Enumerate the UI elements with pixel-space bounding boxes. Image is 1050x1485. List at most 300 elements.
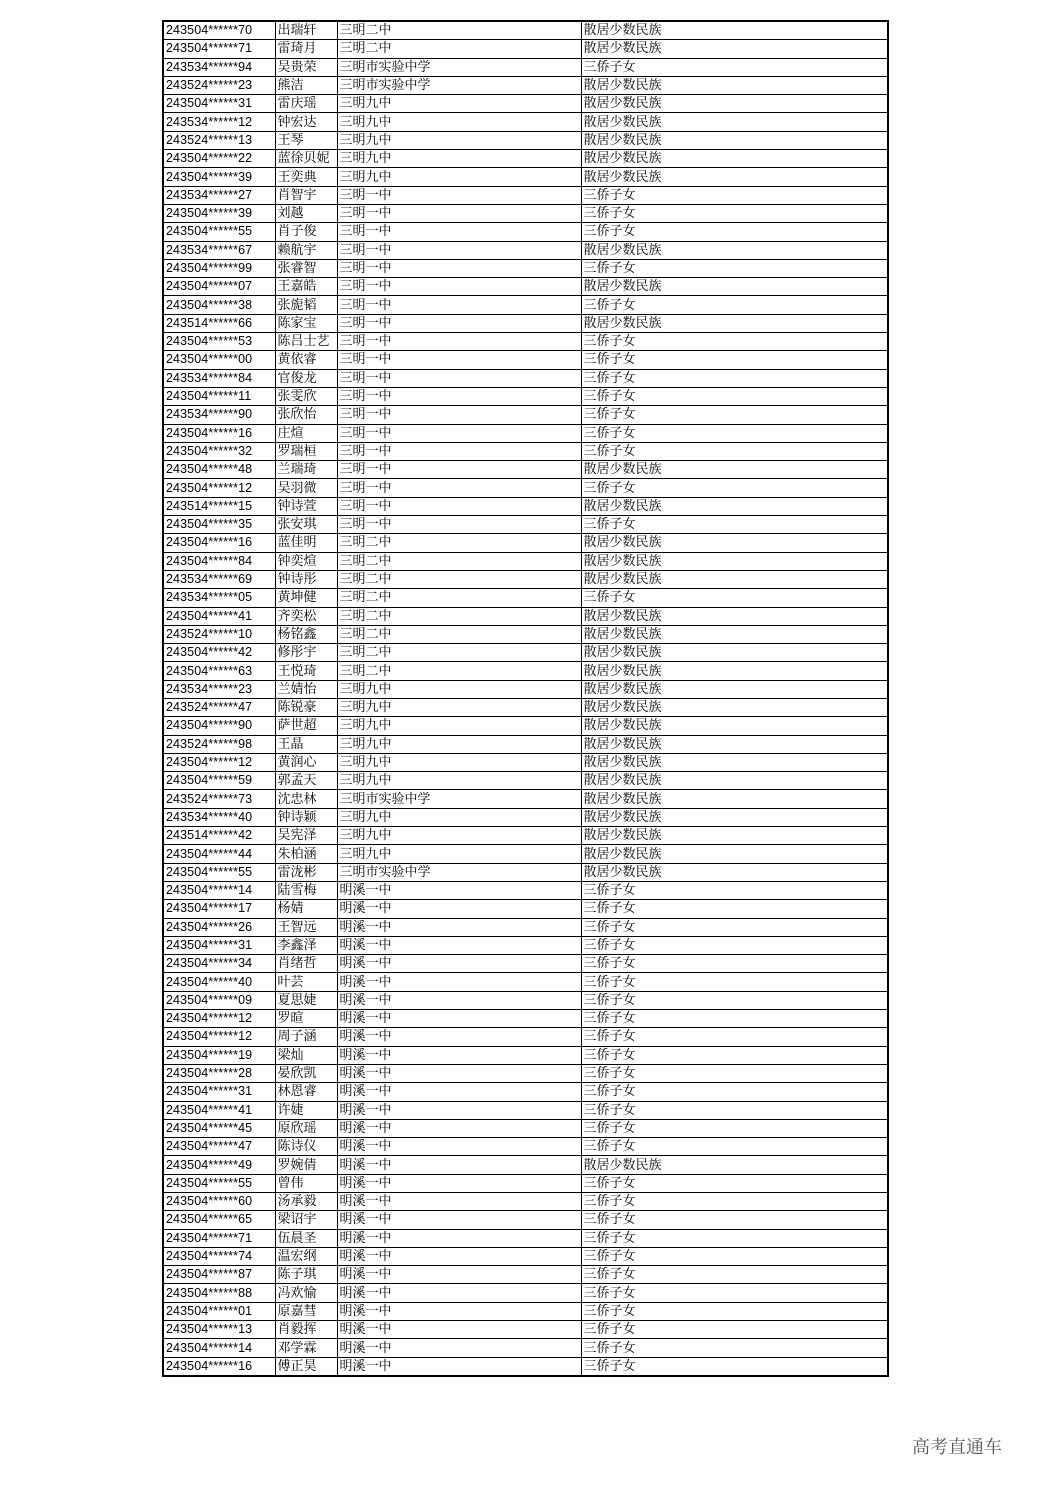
table-row (163, 808, 888, 826)
table-row (163, 1193, 888, 1211)
school-cell: 明溪一中 (337, 1193, 581, 1211)
table-row (163, 735, 888, 753)
candidate-id-cell: 243504******45 (163, 1119, 275, 1137)
school-cell: 明溪一中 (337, 900, 581, 918)
category-cell: 三侨子女 (581, 1357, 888, 1376)
student-name-cell: 吴羽微 (275, 479, 337, 497)
school-cell: 三明一中 (337, 241, 581, 259)
category-cell: 散居少数民族 (581, 314, 888, 332)
candidate-id-cell: 243504******16 (163, 424, 275, 442)
student-name-cell: 肖智宇 (275, 186, 337, 204)
category-cell: 散居少数民族 (581, 717, 888, 735)
category-cell: 三侨子女 (581, 204, 888, 222)
candidate-id-cell: 243504******99 (163, 259, 275, 277)
table-row (163, 479, 888, 497)
candidate-id-cell: 243524******23 (163, 76, 275, 94)
student-name-cell: 冯欢愉 (275, 1284, 337, 1302)
roster-body (163, 21, 888, 1376)
student-name-cell: 修彤宇 (275, 644, 337, 662)
table-row (163, 95, 888, 113)
school-cell: 三明一中 (337, 406, 581, 424)
category-cell: 散居少数民族 (581, 95, 888, 113)
table-row (163, 387, 888, 405)
school-cell: 明溪一中 (337, 1284, 581, 1302)
school-cell: 明溪一中 (337, 1339, 581, 1357)
candidate-id-cell: 243504******55 (163, 223, 275, 241)
candidate-id-cell: 243504******12 (163, 479, 275, 497)
school-cell: 三明二中 (337, 21, 581, 40)
category-cell: 三侨子女 (581, 1193, 888, 1211)
student-name-cell: 肖子俊 (275, 223, 337, 241)
table-row (163, 662, 888, 680)
table-row (163, 351, 888, 369)
table-row (163, 1266, 888, 1284)
category-cell: 散居少数民族 (581, 497, 888, 515)
table-row (163, 1321, 888, 1339)
category-cell: 三侨子女 (581, 296, 888, 314)
school-cell: 明溪一中 (337, 1064, 581, 1082)
table-row (163, 1229, 888, 1247)
school-cell: 三明一中 (337, 369, 581, 387)
student-name-cell: 钟诗彤 (275, 570, 337, 588)
category-cell: 三侨子女 (581, 259, 888, 277)
category-cell: 三侨子女 (581, 955, 888, 973)
category-cell: 散居少数民族 (581, 552, 888, 570)
category-cell: 散居少数民族 (581, 278, 888, 296)
candidate-id-cell: 243534******27 (163, 186, 275, 204)
candidate-id-cell: 243504******63 (163, 662, 275, 680)
student-name-cell: 庄煊 (275, 424, 337, 442)
school-cell: 三明一中 (337, 479, 581, 497)
school-cell: 三明九中 (337, 808, 581, 826)
school-cell: 明溪一中 (337, 1266, 581, 1284)
school-cell: 三明一中 (337, 351, 581, 369)
school-cell: 三明市实验中学 (337, 58, 581, 76)
student-name-cell: 蓝佳明 (275, 534, 337, 552)
candidate-id-cell: 243534******40 (163, 808, 275, 826)
school-cell: 三明一中 (337, 387, 581, 405)
student-name-cell: 兰瑞琦 (275, 461, 337, 479)
table-row (163, 772, 888, 790)
category-cell: 三侨子女 (581, 351, 888, 369)
school-cell: 三明一中 (337, 442, 581, 460)
school-cell: 明溪一中 (337, 1083, 581, 1101)
school-cell: 明溪一中 (337, 1010, 581, 1028)
table-row (163, 259, 888, 277)
student-name-cell: 王嘉皓 (275, 278, 337, 296)
student-name-cell: 李鑫泽 (275, 936, 337, 954)
student-name-cell: 钟奕煊 (275, 552, 337, 570)
school-cell: 明溪一中 (337, 1302, 581, 1320)
category-cell: 散居少数民族 (581, 1156, 888, 1174)
student-name-cell: 赖航宇 (275, 241, 337, 259)
school-cell: 三明九中 (337, 735, 581, 753)
table-row (163, 516, 888, 534)
student-name-cell: 曾伟 (275, 1174, 337, 1192)
candidate-id-cell: 243504******39 (163, 168, 275, 186)
school-cell: 明溪一中 (337, 1046, 581, 1064)
candidate-id-cell: 243504******65 (163, 1211, 275, 1229)
school-cell: 三明九中 (337, 845, 581, 863)
school-cell: 明溪一中 (337, 973, 581, 991)
student-name-cell: 雷庆瑶 (275, 95, 337, 113)
category-cell: 三侨子女 (581, 1266, 888, 1284)
table-row (163, 223, 888, 241)
candidate-id-cell: 243504******07 (163, 278, 275, 296)
table-row (163, 1357, 888, 1376)
category-cell: 散居少数民族 (581, 607, 888, 625)
candidate-id-cell: 243504******70 (163, 21, 275, 40)
table-row (163, 1284, 888, 1302)
category-cell: 三侨子女 (581, 1229, 888, 1247)
table-row (163, 607, 888, 625)
school-cell: 三明一中 (337, 497, 581, 515)
table-row (163, 991, 888, 1009)
category-cell: 三侨子女 (581, 1028, 888, 1046)
candidate-id-cell: 243534******94 (163, 58, 275, 76)
school-cell: 明溪一中 (337, 881, 581, 899)
roster-table (162, 20, 889, 1377)
student-name-cell: 林恩睿 (275, 1083, 337, 1101)
table-row (163, 278, 888, 296)
student-name-cell: 陈锐豪 (275, 698, 337, 716)
table-row (163, 1046, 888, 1064)
school-cell: 三明九中 (337, 113, 581, 131)
category-cell: 三侨子女 (581, 1321, 888, 1339)
candidate-id-cell: 243504******32 (163, 442, 275, 460)
school-cell: 明溪一中 (337, 991, 581, 1009)
category-cell: 三侨子女 (581, 479, 888, 497)
candidate-id-cell: 243514******42 (163, 827, 275, 845)
school-cell: 三明一中 (337, 223, 581, 241)
candidate-id-cell: 243504******59 (163, 772, 275, 790)
candidate-id-cell: 243504******22 (163, 150, 275, 168)
table-row (163, 570, 888, 588)
table-row (163, 131, 888, 149)
category-cell: 三侨子女 (581, 369, 888, 387)
school-cell: 明溪一中 (337, 1028, 581, 1046)
candidate-id-cell: 243504******48 (163, 461, 275, 479)
student-name-cell: 陈家宝 (275, 314, 337, 332)
school-cell: 明溪一中 (337, 1119, 581, 1137)
school-cell: 三明市实验中学 (337, 863, 581, 881)
table-row (163, 442, 888, 460)
candidate-id-cell: 243504******26 (163, 918, 275, 936)
category-cell: 散居少数民族 (581, 808, 888, 826)
table-row (163, 1174, 888, 1192)
student-name-cell: 兰婧怡 (275, 680, 337, 698)
category-cell: 散居少数民族 (581, 113, 888, 131)
candidate-id-cell: 243504******55 (163, 863, 275, 881)
school-cell: 三明一中 (337, 259, 581, 277)
school-cell: 三明九中 (337, 753, 581, 771)
school-cell: 三明二中 (337, 644, 581, 662)
candidate-id-cell: 243504******71 (163, 1229, 275, 1247)
category-cell: 散居少数民族 (581, 827, 888, 845)
candidate-id-cell: 243504******14 (163, 1339, 275, 1357)
school-cell: 三明九中 (337, 698, 581, 716)
candidate-id-cell: 243504******01 (163, 1302, 275, 1320)
school-cell: 三明一中 (337, 186, 581, 204)
table-row (163, 918, 888, 936)
candidate-id-cell: 243504******12 (163, 1010, 275, 1028)
student-name-cell: 肖毅挥 (275, 1321, 337, 1339)
table-row (163, 406, 888, 424)
student-name-cell: 夏思婕 (275, 991, 337, 1009)
candidate-id-cell: 243524******10 (163, 625, 275, 643)
table-row (163, 827, 888, 845)
category-cell: 三侨子女 (581, 936, 888, 954)
category-cell: 三侨子女 (581, 973, 888, 991)
candidate-id-cell: 243504******16 (163, 534, 275, 552)
school-cell: 三明一中 (337, 516, 581, 534)
student-name-cell: 吴宪泽 (275, 827, 337, 845)
candidate-id-cell: 243504******34 (163, 955, 275, 973)
table-row (163, 150, 888, 168)
category-cell: 三侨子女 (581, 881, 888, 899)
table-row (163, 644, 888, 662)
school-cell: 明溪一中 (337, 1247, 581, 1265)
student-name-cell: 邓学霖 (275, 1339, 337, 1357)
table-row (163, 186, 888, 204)
candidate-id-cell: 243504******12 (163, 753, 275, 771)
school-cell: 三明二中 (337, 625, 581, 643)
candidate-id-cell: 243524******98 (163, 735, 275, 753)
category-cell: 三侨子女 (581, 1211, 888, 1229)
student-name-cell: 汤承毅 (275, 1193, 337, 1211)
category-cell: 三侨子女 (581, 1119, 888, 1137)
table-row (163, 241, 888, 259)
student-name-cell: 黄坤健 (275, 589, 337, 607)
category-cell: 三侨子女 (581, 406, 888, 424)
category-cell: 三侨子女 (581, 900, 888, 918)
student-name-cell: 熊洁 (275, 76, 337, 94)
candidate-id-cell: 243504******90 (163, 717, 275, 735)
student-name-cell: 张旎韬 (275, 296, 337, 314)
table-row (163, 900, 888, 918)
school-cell: 三明一中 (337, 314, 581, 332)
candidate-id-cell: 243504******60 (163, 1193, 275, 1211)
school-cell: 明溪一中 (337, 918, 581, 936)
candidate-id-cell: 243504******28 (163, 1064, 275, 1082)
table-row (163, 497, 888, 515)
student-name-cell: 杨婧 (275, 900, 337, 918)
category-cell: 散居少数民族 (581, 753, 888, 771)
table-row (163, 1247, 888, 1265)
candidate-id-cell: 243504******31 (163, 936, 275, 954)
student-name-cell: 罗婉倩 (275, 1156, 337, 1174)
candidate-id-cell: 243504******53 (163, 333, 275, 351)
table-row (163, 1119, 888, 1137)
student-name-cell: 王智远 (275, 918, 337, 936)
student-name-cell: 罗瑞桓 (275, 442, 337, 460)
candidate-id-cell: 243534******12 (163, 113, 275, 131)
student-name-cell: 肖绪哲 (275, 955, 337, 973)
student-name-cell: 朱柏涵 (275, 845, 337, 863)
school-cell: 三明二中 (337, 589, 581, 607)
school-cell: 三明二中 (337, 534, 581, 552)
school-cell: 三明二中 (337, 40, 581, 58)
category-cell: 三侨子女 (581, 918, 888, 936)
candidate-id-cell: 243504******40 (163, 973, 275, 991)
candidate-id-cell: 243504******17 (163, 900, 275, 918)
school-cell: 三明二中 (337, 607, 581, 625)
school-cell: 明溪一中 (337, 1174, 581, 1192)
student-name-cell: 张安琪 (275, 516, 337, 534)
school-cell: 三明九中 (337, 772, 581, 790)
candidate-id-cell: 243534******67 (163, 241, 275, 259)
student-name-cell: 钟诗萱 (275, 497, 337, 515)
category-cell: 散居少数民族 (581, 21, 888, 40)
school-cell: 明溪一中 (337, 1357, 581, 1376)
candidate-id-cell: 243504******00 (163, 351, 275, 369)
category-cell: 三侨子女 (581, 1046, 888, 1064)
category-cell: 散居少数民族 (581, 76, 888, 94)
category-cell: 散居少数民族 (581, 698, 888, 716)
category-cell: 三侨子女 (581, 1284, 888, 1302)
school-cell: 三明一中 (337, 461, 581, 479)
table-row (163, 1064, 888, 1082)
category-cell: 散居少数民族 (581, 534, 888, 552)
candidate-id-cell: 243524******13 (163, 131, 275, 149)
category-cell: 三侨子女 (581, 1302, 888, 1320)
student-name-cell: 梁灿 (275, 1046, 337, 1064)
category-cell: 三侨子女 (581, 442, 888, 460)
category-cell: 三侨子女 (581, 1064, 888, 1082)
table-row (163, 40, 888, 58)
school-cell: 三明市实验中学 (337, 790, 581, 808)
table-row (163, 552, 888, 570)
candidate-id-cell: 243524******73 (163, 790, 275, 808)
student-name-cell: 钟宏达 (275, 113, 337, 131)
candidate-id-cell: 243504******13 (163, 1321, 275, 1339)
school-cell: 三明一中 (337, 296, 581, 314)
school-cell: 明溪一中 (337, 1101, 581, 1119)
table-row (163, 680, 888, 698)
school-cell: 明溪一中 (337, 1211, 581, 1229)
candidate-id-cell: 243534******84 (163, 369, 275, 387)
category-cell: 散居少数民族 (581, 662, 888, 680)
student-name-cell: 官俊龙 (275, 369, 337, 387)
school-cell: 明溪一中 (337, 1138, 581, 1156)
school-cell: 三明二中 (337, 662, 581, 680)
candidate-id-cell: 243514******66 (163, 314, 275, 332)
candidate-id-cell: 243504******12 (163, 1028, 275, 1046)
table-row (163, 881, 888, 899)
table-row (163, 1083, 888, 1101)
category-cell: 三侨子女 (581, 1174, 888, 1192)
category-cell: 三侨子女 (581, 387, 888, 405)
category-cell: 三侨子女 (581, 58, 888, 76)
school-cell: 三明市实验中学 (337, 76, 581, 94)
table-row (163, 113, 888, 131)
candidate-id-cell: 243504******09 (163, 991, 275, 1009)
student-name-cell: 黄依睿 (275, 351, 337, 369)
student-name-cell: 刘越 (275, 204, 337, 222)
category-cell: 散居少数民族 (581, 570, 888, 588)
student-name-cell: 许婕 (275, 1101, 337, 1119)
school-cell: 三明一中 (337, 204, 581, 222)
student-name-cell: 原欣瑶 (275, 1119, 337, 1137)
student-name-cell: 雷琦月 (275, 40, 337, 58)
student-name-cell: 杨铭鑫 (275, 625, 337, 643)
candidate-id-cell: 243504******41 (163, 1101, 275, 1119)
student-name-cell: 齐奕松 (275, 607, 337, 625)
category-cell: 三侨子女 (581, 1083, 888, 1101)
school-cell: 明溪一中 (337, 1156, 581, 1174)
table-row (163, 790, 888, 808)
category-cell: 三侨子女 (581, 1138, 888, 1156)
category-cell: 散居少数民族 (581, 625, 888, 643)
category-cell: 三侨子女 (581, 333, 888, 351)
table-row (163, 955, 888, 973)
table-row (163, 863, 888, 881)
category-cell: 散居少数民族 (581, 40, 888, 58)
candidate-id-cell: 243504******88 (163, 1284, 275, 1302)
student-name-cell: 吴贵荣 (275, 58, 337, 76)
student-name-cell: 梁诏宇 (275, 1211, 337, 1229)
school-cell: 三明一中 (337, 424, 581, 442)
candidate-id-cell: 243504******11 (163, 387, 275, 405)
table-row (163, 461, 888, 479)
student-name-cell: 沈忠林 (275, 790, 337, 808)
student-name-cell: 陈子琪 (275, 1266, 337, 1284)
watermark-text: 高考直通车 (912, 1437, 1002, 1458)
table-row (163, 1028, 888, 1046)
candidate-id-cell: 243504******39 (163, 204, 275, 222)
student-name-cell: 原嘉彗 (275, 1302, 337, 1320)
student-name-cell: 王悦琦 (275, 662, 337, 680)
roster-sheet (162, 20, 887, 1377)
school-cell: 明溪一中 (337, 936, 581, 954)
category-cell: 散居少数民族 (581, 680, 888, 698)
table-row (163, 204, 888, 222)
school-cell: 三明九中 (337, 168, 581, 186)
school-cell: 三明二中 (337, 552, 581, 570)
school-cell: 三明九中 (337, 95, 581, 113)
category-cell: 三侨子女 (581, 589, 888, 607)
student-name-cell: 温宏纲 (275, 1247, 337, 1265)
category-cell: 散居少数民族 (581, 845, 888, 863)
school-cell: 三明九中 (337, 150, 581, 168)
table-row (163, 1101, 888, 1119)
category-cell: 三侨子女 (581, 1101, 888, 1119)
candidate-id-cell: 243524******47 (163, 698, 275, 716)
student-name-cell: 陈吕士艺 (275, 333, 337, 351)
student-name-cell: 张雯欣 (275, 387, 337, 405)
category-cell: 散居少数民族 (581, 461, 888, 479)
student-name-cell: 张睿智 (275, 259, 337, 277)
table-row (163, 534, 888, 552)
school-cell: 三明一中 (337, 333, 581, 351)
candidate-id-cell: 243514******15 (163, 497, 275, 515)
table-row (163, 296, 888, 314)
student-name-cell: 伍晨圣 (275, 1229, 337, 1247)
category-cell: 散居少数民族 (581, 772, 888, 790)
school-cell: 三明二中 (337, 570, 581, 588)
school-cell: 三明九中 (337, 827, 581, 845)
candidate-id-cell: 243504******38 (163, 296, 275, 314)
category-cell: 散居少数民族 (581, 790, 888, 808)
table-row (163, 1302, 888, 1320)
category-cell: 散居少数民族 (581, 131, 888, 149)
candidate-id-cell: 243534******23 (163, 680, 275, 698)
candidate-id-cell: 243504******35 (163, 516, 275, 534)
table-row (163, 717, 888, 735)
candidate-id-cell: 243534******90 (163, 406, 275, 424)
table-row (163, 424, 888, 442)
table-row (163, 58, 888, 76)
